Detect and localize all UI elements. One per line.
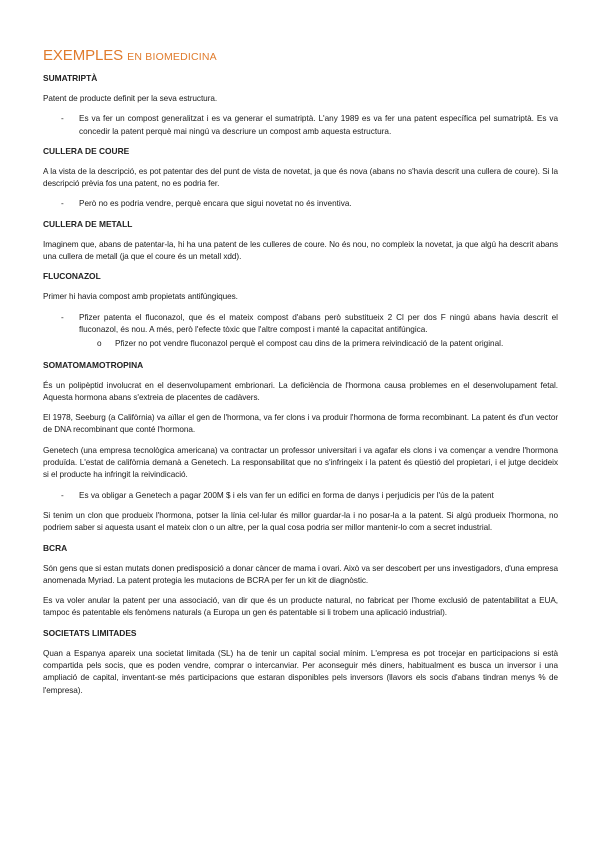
bullet-marker: - xyxy=(61,199,64,209)
list-item-text: Es va fer un compost generalitzat i es va generar el sumatriptà. L'any 1989 es va fer una patent específica pel sumatriptà. Es va concedir la patent perquè mai ningú va descriure un compost amb aquesta estructura. xyxy=(79,114,558,136)
paragraph: Si tenim un clon que produeix l'hormona, potser la línia cel·lular és millor guardar-la i no posar-la a la patent. Si algú produeix l'hormona, no podriem saber si aquesta usant el mateix clon o un altre, per la qual cosa podria ser millor mantenir-lo com a secret industrial. xyxy=(43,510,558,533)
list-item xyxy=(43,198,558,210)
paragraph: Genetech (una empresa tecnològica americana) va contractar un professor universitari i va agafar els clons i va començar a vendre l'hormona produïda. L'estat de califòrnia demanà a Genetech. La responsabilitat que no s'infringeix i la patent és qüestió del propietari, i el jutge decideix si el producte ha infringit la reivindicació. xyxy=(43,445,558,480)
section-heading-sumatripta: SUMATRIPTÀ xyxy=(43,73,98,83)
list-item xyxy=(43,490,558,502)
section-heading-cullera-coure: CULLERA DE COURE xyxy=(43,145,130,156)
paragraph: Quan a Espanya apareix una societat limitada (SL) ha de tenir un capital social mínim. L'empresa es pot trocejar en participacions si està compartida pels socis, que es poden vendre, comprar o intercanviar. Per aconseguir més diners, habitualment es busca un inversor i una ampliació de capital, inventant-se més participacions que estaran disponibles pels inversors (llavors els socis d'abans tindran menys % de l'empresa). xyxy=(43,648,558,695)
sub-list-item xyxy=(43,338,558,350)
list-item-text: Pfizer patenta el fluconazol, que és el mateix compost d'abans però substitueix 2 Cl per dos F ningú abans havia descrit el fluconazol, és nou. A més, però l'efecte tòxic que l'altre compost i manté la capacitat antifúngica. xyxy=(79,312,558,334)
paragraph: Són gens que si estan mutats donen predisposició a donar càncer de mama i ovari. Això va ser descobert per uns investigadors, d'una empresa anomenada Myriad. La patent protegia les mutacions de BCRA per fer un kit de diagnòstic. xyxy=(43,563,558,585)
title-sub: EN BIOMEDICINA xyxy=(127,51,217,63)
page-title xyxy=(43,47,558,66)
bullet-marker: - xyxy=(61,490,64,500)
section-heading-fluconazol: FLUCONAZOL xyxy=(43,271,101,282)
paragraph: Primer hi havia compost amb propietats antifúngiques. xyxy=(43,292,238,302)
paragraph: Es va voler anular la patent per una associació, van dir que és un producte natural, no fabricat per l'home exclusió de patentabilitat a EUA, tampoc és patentable els fenòmens naturals (a Europa un gen és patentable si li trobem una aplicació industrial). xyxy=(43,596,558,618)
list-item-text: Però no es podria vendre, perquè encara que sigui novetat no és inventiva. xyxy=(79,199,352,209)
paragraph: A la vista de la descripció, es pot patentar des del punt de vista de novetat, ja que és nova (abans no s'havia descrit una cullera de coure). Si la descripció prèvia fos una patent, no es podria fer. xyxy=(43,166,558,189)
section-heading-cullera-metall: CULLERA DE METALL xyxy=(43,218,133,229)
bullet-marker: - xyxy=(61,312,64,322)
section-heading-societats-limitades: SOCIETATS LIMITADES xyxy=(43,627,137,638)
paragraph: Imaginem que, abans de patentar-la, hi ha una patent de les culleres de coure. No és nou, no compleix la novetat, ja que algú ha descrit abans una cullera de metall (ja que el coure és un metall xdd). xyxy=(43,239,558,262)
section-heading-somatomamotropina: SOMATOMAMOTROPINA xyxy=(43,359,144,370)
list-item xyxy=(43,113,558,138)
sub-bullet-marker: o xyxy=(97,339,102,349)
paragraph: El 1978, Seeburg (a Califòrnia) va aïllar el gen de l'hormona, va fer clons i va produir l'hormona de forma recombinant. La patent és d'un vector de DNA recombinant que conté l'hormona. xyxy=(43,413,558,435)
section-heading-bcra: BCRA xyxy=(43,542,68,553)
paragraph: Patent de producte definit per la seva estructura. xyxy=(43,94,218,103)
paragraph: És un polipèptid involucrat en el desenvolupament embrionari. La deficiència de l'hormona causa problemes en el desenvolupament fetal. Aquesta hormona abans s'extreia de placentes de cadàvers. xyxy=(43,380,558,402)
bullet-marker: - xyxy=(61,114,64,124)
list-item xyxy=(43,312,558,337)
list-item-text: Es va obligar a Genetech a pagar 200M $ i els van fer un edifici en forma de danys i perjudicis per l'ús de la patent xyxy=(79,490,494,500)
sub-list-item-text: Pfizer no pot vendre fluconazol perquè el compost cau dins de la primera reivindicació de la patent original. xyxy=(115,339,504,349)
title-main: EXEMPLES xyxy=(43,47,124,64)
